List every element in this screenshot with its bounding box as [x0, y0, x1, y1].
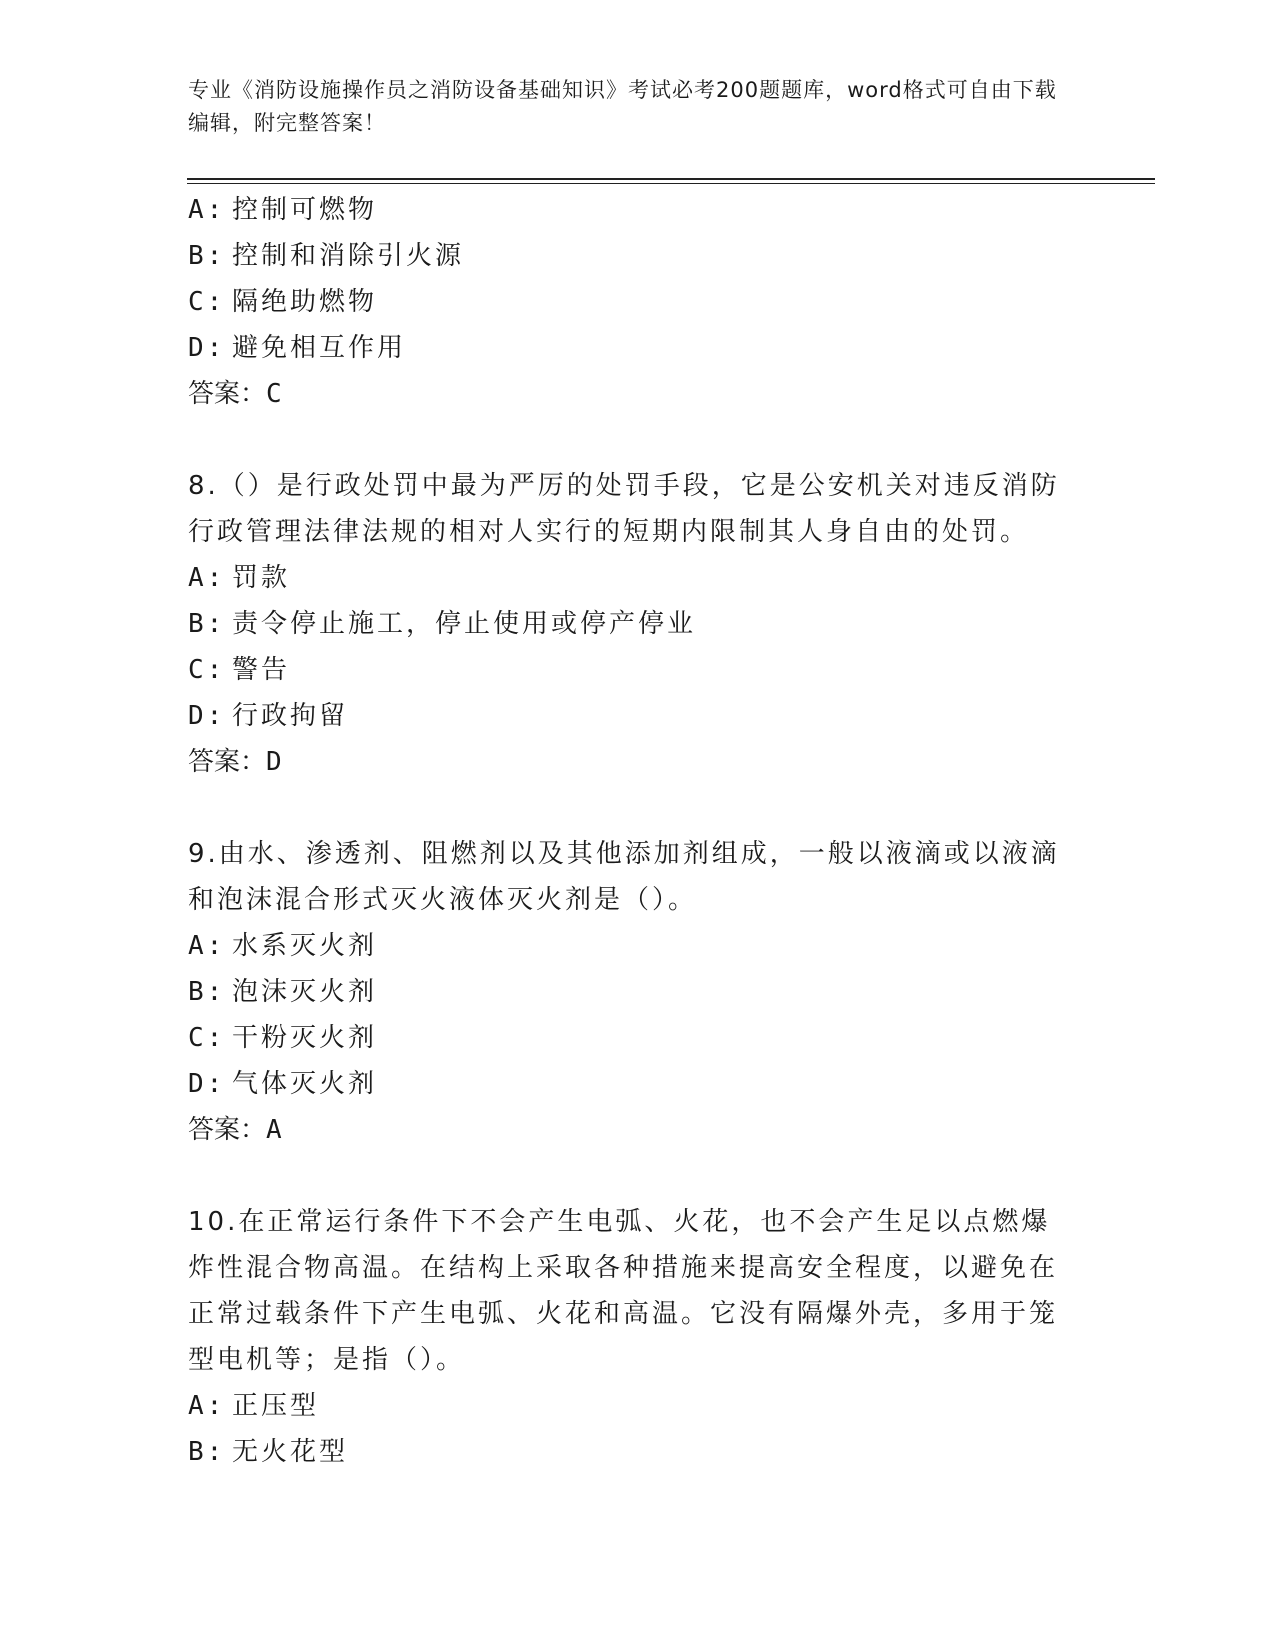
question-7-options [188, 187, 1088, 417]
option-letter: B: [188, 1437, 226, 1467]
option-text: 干粉灭火剂 [232, 1023, 378, 1053]
option-a [188, 923, 1088, 969]
spacer [188, 417, 1088, 463]
option-letter: C: [188, 287, 226, 317]
answer-value: A [266, 1115, 282, 1145]
option-text: 控制可燃物 [232, 195, 378, 225]
option-letter: B: [188, 241, 226, 271]
header-divider-thick [187, 178, 1155, 180]
option-letter: C: [188, 1023, 226, 1053]
option-text: 正压型 [232, 1391, 320, 1421]
option-a [188, 187, 1088, 233]
option-letter: A: [188, 1391, 226, 1421]
option-text: 泡沫灭火剂 [232, 977, 378, 1007]
answer-label: 答案： [188, 379, 267, 409]
option-d [188, 693, 1088, 739]
spacer [188, 1153, 1088, 1199]
answer-label: 答案： [188, 1115, 267, 1145]
option-letter: B: [188, 609, 226, 639]
option-a [188, 1383, 1088, 1429]
option-text: 气体灭火剂 [232, 1069, 378, 1099]
option-c [188, 279, 1088, 325]
header-divider-thin [187, 183, 1155, 184]
question-text: 9.由水、渗透剂、阻燃剂以及其他添加剂组成，一般以液滴或以液滴和泡沫混合形式灭火液体灭火剂是（）。 [188, 839, 1060, 915]
option-text: 水系灭火剂 [232, 931, 378, 961]
question-text: 8.（）是行政处罚中最为严厉的处罚手段，它是公安机关对违反消防行政管理法律法规的相对人实行的短期内限制其人身自由的处罚。 [188, 471, 1060, 547]
question-text: 10.在正常运行条件下不会产生电弧、火花，也不会产生足以点燃爆炸性混合物高温。在结构上采取各种措施来提高安全程度，以避免在正常过载条件下产生电弧、火花和高温。它没有隔爆外壳，多用于笼型电机等；是指（）。 [188, 1207, 1059, 1375]
option-b [188, 233, 1088, 279]
document-header: 专业《消防设施操作员之消防设备基础知识》考试必考200题题库，word格式可自由下载编辑，附完整答案！ [188, 78, 1057, 135]
option-text: 警告 [232, 655, 291, 685]
spacer [188, 785, 1088, 831]
option-text: 责令停止施工，停止使用或停产停业 [232, 609, 697, 639]
answer-line [188, 371, 1088, 417]
option-b [188, 969, 1088, 1015]
option-text: 罚款 [232, 563, 291, 593]
answer-line [188, 1107, 1088, 1153]
question-10 [188, 1199, 1088, 1475]
option-text: 隔绝助燃物 [232, 287, 378, 317]
answer-label: 答案： [188, 747, 267, 777]
answer-value: C [266, 379, 282, 409]
option-a [188, 555, 1088, 601]
option-b [188, 601, 1088, 647]
option-text: 避免相互作用 [232, 333, 407, 363]
option-d [188, 325, 1088, 371]
option-letter: A: [188, 563, 226, 593]
option-c [188, 647, 1088, 693]
option-c [188, 1015, 1088, 1061]
option-text: 行政拘留 [232, 701, 349, 731]
answer-line [188, 739, 1088, 785]
option-letter: A: [188, 931, 226, 961]
option-letter: D: [188, 701, 226, 731]
option-letter: C: [188, 655, 226, 685]
option-letter: D: [188, 1069, 226, 1099]
answer-value: D [266, 747, 282, 777]
option-d [188, 1061, 1088, 1107]
option-b [188, 1429, 1088, 1475]
option-text: 控制和消除引火源 [232, 241, 465, 271]
option-text: 无火花型 [232, 1437, 349, 1467]
option-letter: D: [188, 333, 226, 363]
question-list [188, 187, 1088, 1475]
option-letter: A: [188, 195, 226, 225]
option-letter: B: [188, 977, 226, 1007]
question-9 [188, 831, 1088, 1153]
question-8 [188, 463, 1088, 785]
